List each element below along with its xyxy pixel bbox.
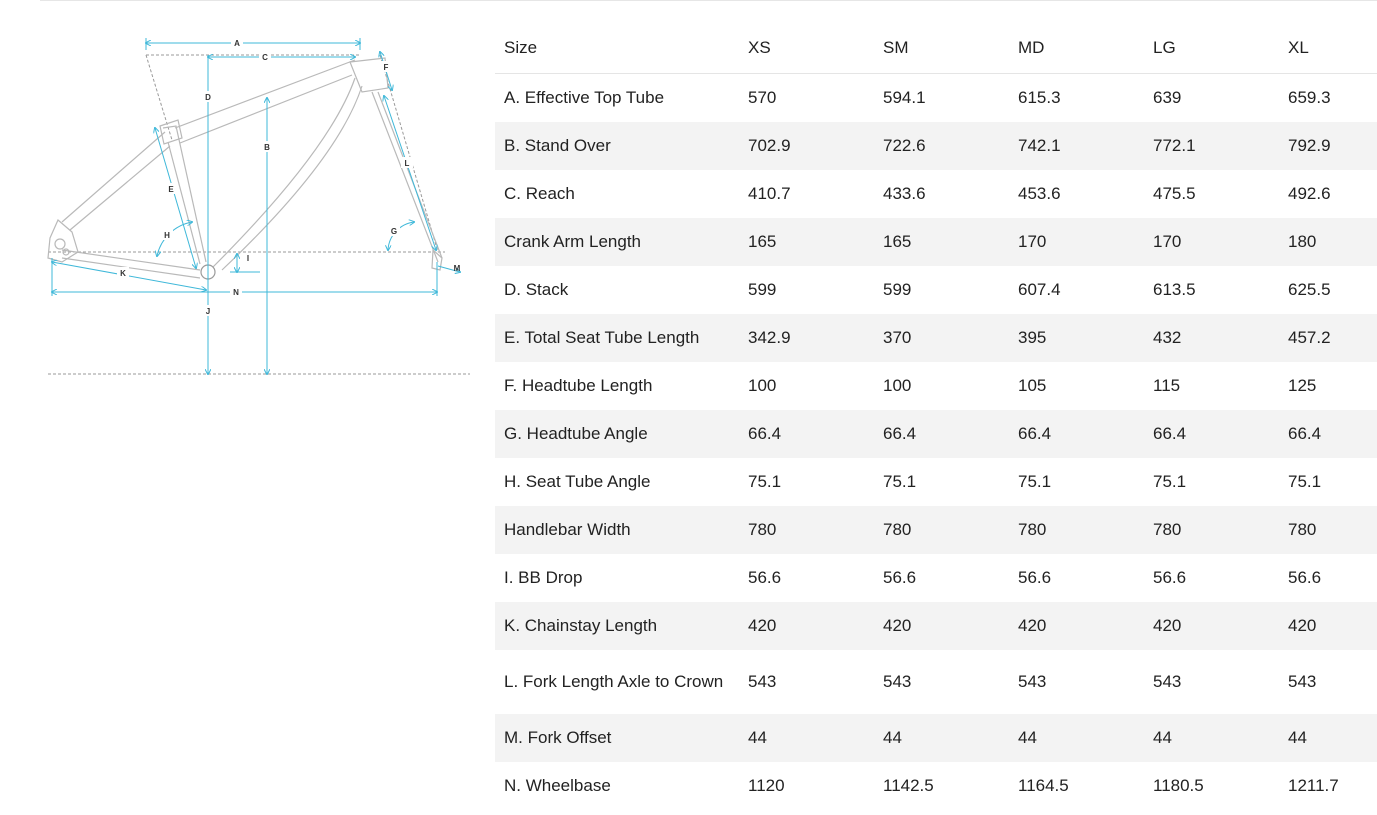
table-cell: 105 (1018, 376, 1047, 395)
row-label: L. Fork Length Axle to Crown (504, 672, 724, 691)
table-cell: 75.1 (1153, 472, 1187, 491)
table-cell: 410.7 (748, 184, 791, 203)
table-cell: 66.4 (1279, 410, 1377, 458)
table-cell: 115 (1153, 376, 1181, 395)
column-header-sm: SM (874, 22, 1009, 74)
guide-lines (48, 55, 470, 374)
table-cell: 56.6 (1288, 568, 1322, 587)
table-cell: 395 (1009, 314, 1144, 362)
table-cell: 433.6 (883, 184, 926, 203)
table-cell: 780 (1279, 506, 1377, 554)
table-cell: 613.5 (1153, 280, 1196, 299)
row-label: H. Seat Tube Angle (504, 472, 651, 491)
row-label: M. Fork Offset (495, 714, 739, 762)
table-cell: 66.4 (1144, 410, 1279, 458)
label-e: E (168, 185, 174, 194)
table-cell: 543 (1288, 672, 1317, 691)
row-label: G. Headtube Angle (495, 410, 739, 458)
table-cell: 420 (739, 602, 874, 650)
table-row (495, 714, 1377, 762)
column-header-xs: XS (739, 22, 874, 74)
table-cell: 702.9 (739, 122, 874, 170)
table-cell: 599 (883, 280, 912, 299)
table-cell: 639 (1153, 88, 1182, 107)
table-cell: 66.4 (1009, 410, 1144, 458)
table-row (495, 170, 1377, 218)
table-cell: 420 (1009, 602, 1144, 650)
table-row (495, 506, 1377, 554)
table-cell: 44 (1144, 714, 1279, 762)
column-header-lg: LG (1144, 22, 1279, 74)
table-cell: 1142.5 (883, 776, 934, 795)
row-label: D. Stack (504, 280, 569, 299)
table-cell: 570 (748, 88, 777, 107)
table-row (495, 554, 1377, 602)
table-cell: 475.5 (1153, 184, 1196, 203)
table-row (495, 762, 1377, 810)
table-cell: 492.6 (1288, 184, 1331, 203)
table-cell: 100 (748, 376, 777, 395)
column-header-size: Size (495, 22, 739, 74)
dimension-lines (52, 38, 460, 374)
row-label: Crank Arm Length (495, 218, 739, 266)
table-row (495, 650, 1377, 714)
table-cell: 543 (1018, 672, 1047, 691)
table-cell: 615.3 (1018, 88, 1061, 107)
table-cell: 66.4 (874, 410, 1009, 458)
row-label: I. BB Drop (504, 568, 583, 587)
table-cell: 44 (874, 714, 1009, 762)
table-cell: 543 (748, 672, 777, 691)
label-f: F (383, 63, 389, 72)
table-header (495, 22, 1377, 74)
row-label: Handlebar Width (495, 506, 739, 554)
label-h: H (164, 231, 170, 240)
table-body (495, 74, 1377, 811)
table-cell: 44 (739, 714, 874, 762)
label-j: J (205, 307, 211, 316)
label-d: D (205, 93, 211, 102)
table-cell: 722.6 (874, 122, 1009, 170)
table-cell: 75.1 (883, 472, 917, 491)
table-cell: 659.3 (1288, 88, 1331, 107)
label-c: C (262, 53, 268, 62)
table-cell: 44 (1279, 714, 1377, 762)
table-cell: 180 (1279, 218, 1377, 266)
table-cell: 170 (1009, 218, 1144, 266)
table-cell: 594.1 (883, 88, 926, 107)
table-cell: 742.1 (1009, 122, 1144, 170)
table-cell: 1164.5 (1018, 776, 1069, 795)
table-cell: 420 (1279, 602, 1377, 650)
dimension-labels (117, 37, 461, 316)
table-cell: 780 (874, 506, 1009, 554)
table-cell: 457.2 (1279, 314, 1377, 362)
label-i: I (246, 254, 250, 263)
table-cell: 100 (883, 376, 912, 395)
table-cell: 75.1 (1288, 472, 1322, 491)
table-cell: 165 (874, 218, 1009, 266)
table-row (495, 458, 1377, 506)
column-header-md: MD (1009, 22, 1144, 74)
table-row (495, 602, 1377, 650)
row-label: E. Total Seat Tube Length (495, 314, 739, 362)
row-label: B. Stand Over (495, 122, 739, 170)
table-cell: 66.4 (739, 410, 874, 458)
label-m: M (453, 264, 461, 273)
table-row (495, 266, 1377, 314)
row-label: C. Reach (504, 184, 575, 203)
table-cell: 165 (739, 218, 874, 266)
table-cell: 125 (1288, 376, 1317, 395)
row-label: K. Chainstay Length (495, 602, 739, 650)
table-cell: 1211.7 (1288, 776, 1339, 795)
row-label: A. Effective Top Tube (504, 88, 665, 107)
table-cell: 543 (1153, 672, 1182, 691)
table-cell: 75.1 (1018, 472, 1052, 491)
table-cell: 625.5 (1288, 280, 1331, 299)
table-row (495, 410, 1377, 458)
label-b: B (264, 143, 270, 152)
table-cell: 780 (739, 506, 874, 554)
bike-frame-diagram (40, 30, 480, 390)
table-row (495, 362, 1377, 410)
table-cell: 370 (874, 314, 1009, 362)
table-row (495, 314, 1377, 362)
table-cell: 56.6 (748, 568, 782, 587)
table-cell: 56.6 (1153, 568, 1187, 587)
table-cell: 599 (748, 280, 777, 299)
table-cell: 56.6 (1018, 568, 1052, 587)
table-cell: 453.6 (1018, 184, 1061, 203)
label-a: A (234, 39, 240, 48)
label-k: K (120, 269, 126, 278)
table-cell: 792.9 (1279, 122, 1377, 170)
table-row (495, 218, 1377, 266)
column-header-xl: XL (1279, 22, 1377, 74)
table-cell: 432 (1144, 314, 1279, 362)
table-row (495, 74, 1377, 123)
table-cell: 342.9 (739, 314, 874, 362)
geometry-diagram (40, 30, 480, 390)
table-cell: 75.1 (748, 472, 782, 491)
table-row (495, 122, 1377, 170)
row-label: N. Wheelbase (504, 776, 611, 795)
bike-frame (48, 58, 442, 278)
table-cell: 780 (1009, 506, 1144, 554)
header-row (495, 22, 1377, 74)
table-cell: 420 (1144, 602, 1279, 650)
label-l: L (404, 159, 410, 168)
table-cell: 543 (883, 672, 912, 691)
label-n: N (233, 288, 239, 297)
table-cell: 1180.5 (1153, 776, 1204, 795)
table-cell: 607.4 (1018, 280, 1061, 299)
label-g: G (390, 227, 398, 236)
top-divider (40, 0, 1377, 1)
table-cell: 420 (874, 602, 1009, 650)
table-cell: 772.1 (1144, 122, 1279, 170)
table-cell: 780 (1144, 506, 1279, 554)
geometry-table (495, 22, 1377, 810)
table-cell: 44 (1009, 714, 1144, 762)
row-label: F. Headtube Length (504, 376, 653, 395)
table-cell: 170 (1144, 218, 1279, 266)
table-cell: 56.6 (883, 568, 917, 587)
table-cell: 1120 (748, 776, 785, 795)
